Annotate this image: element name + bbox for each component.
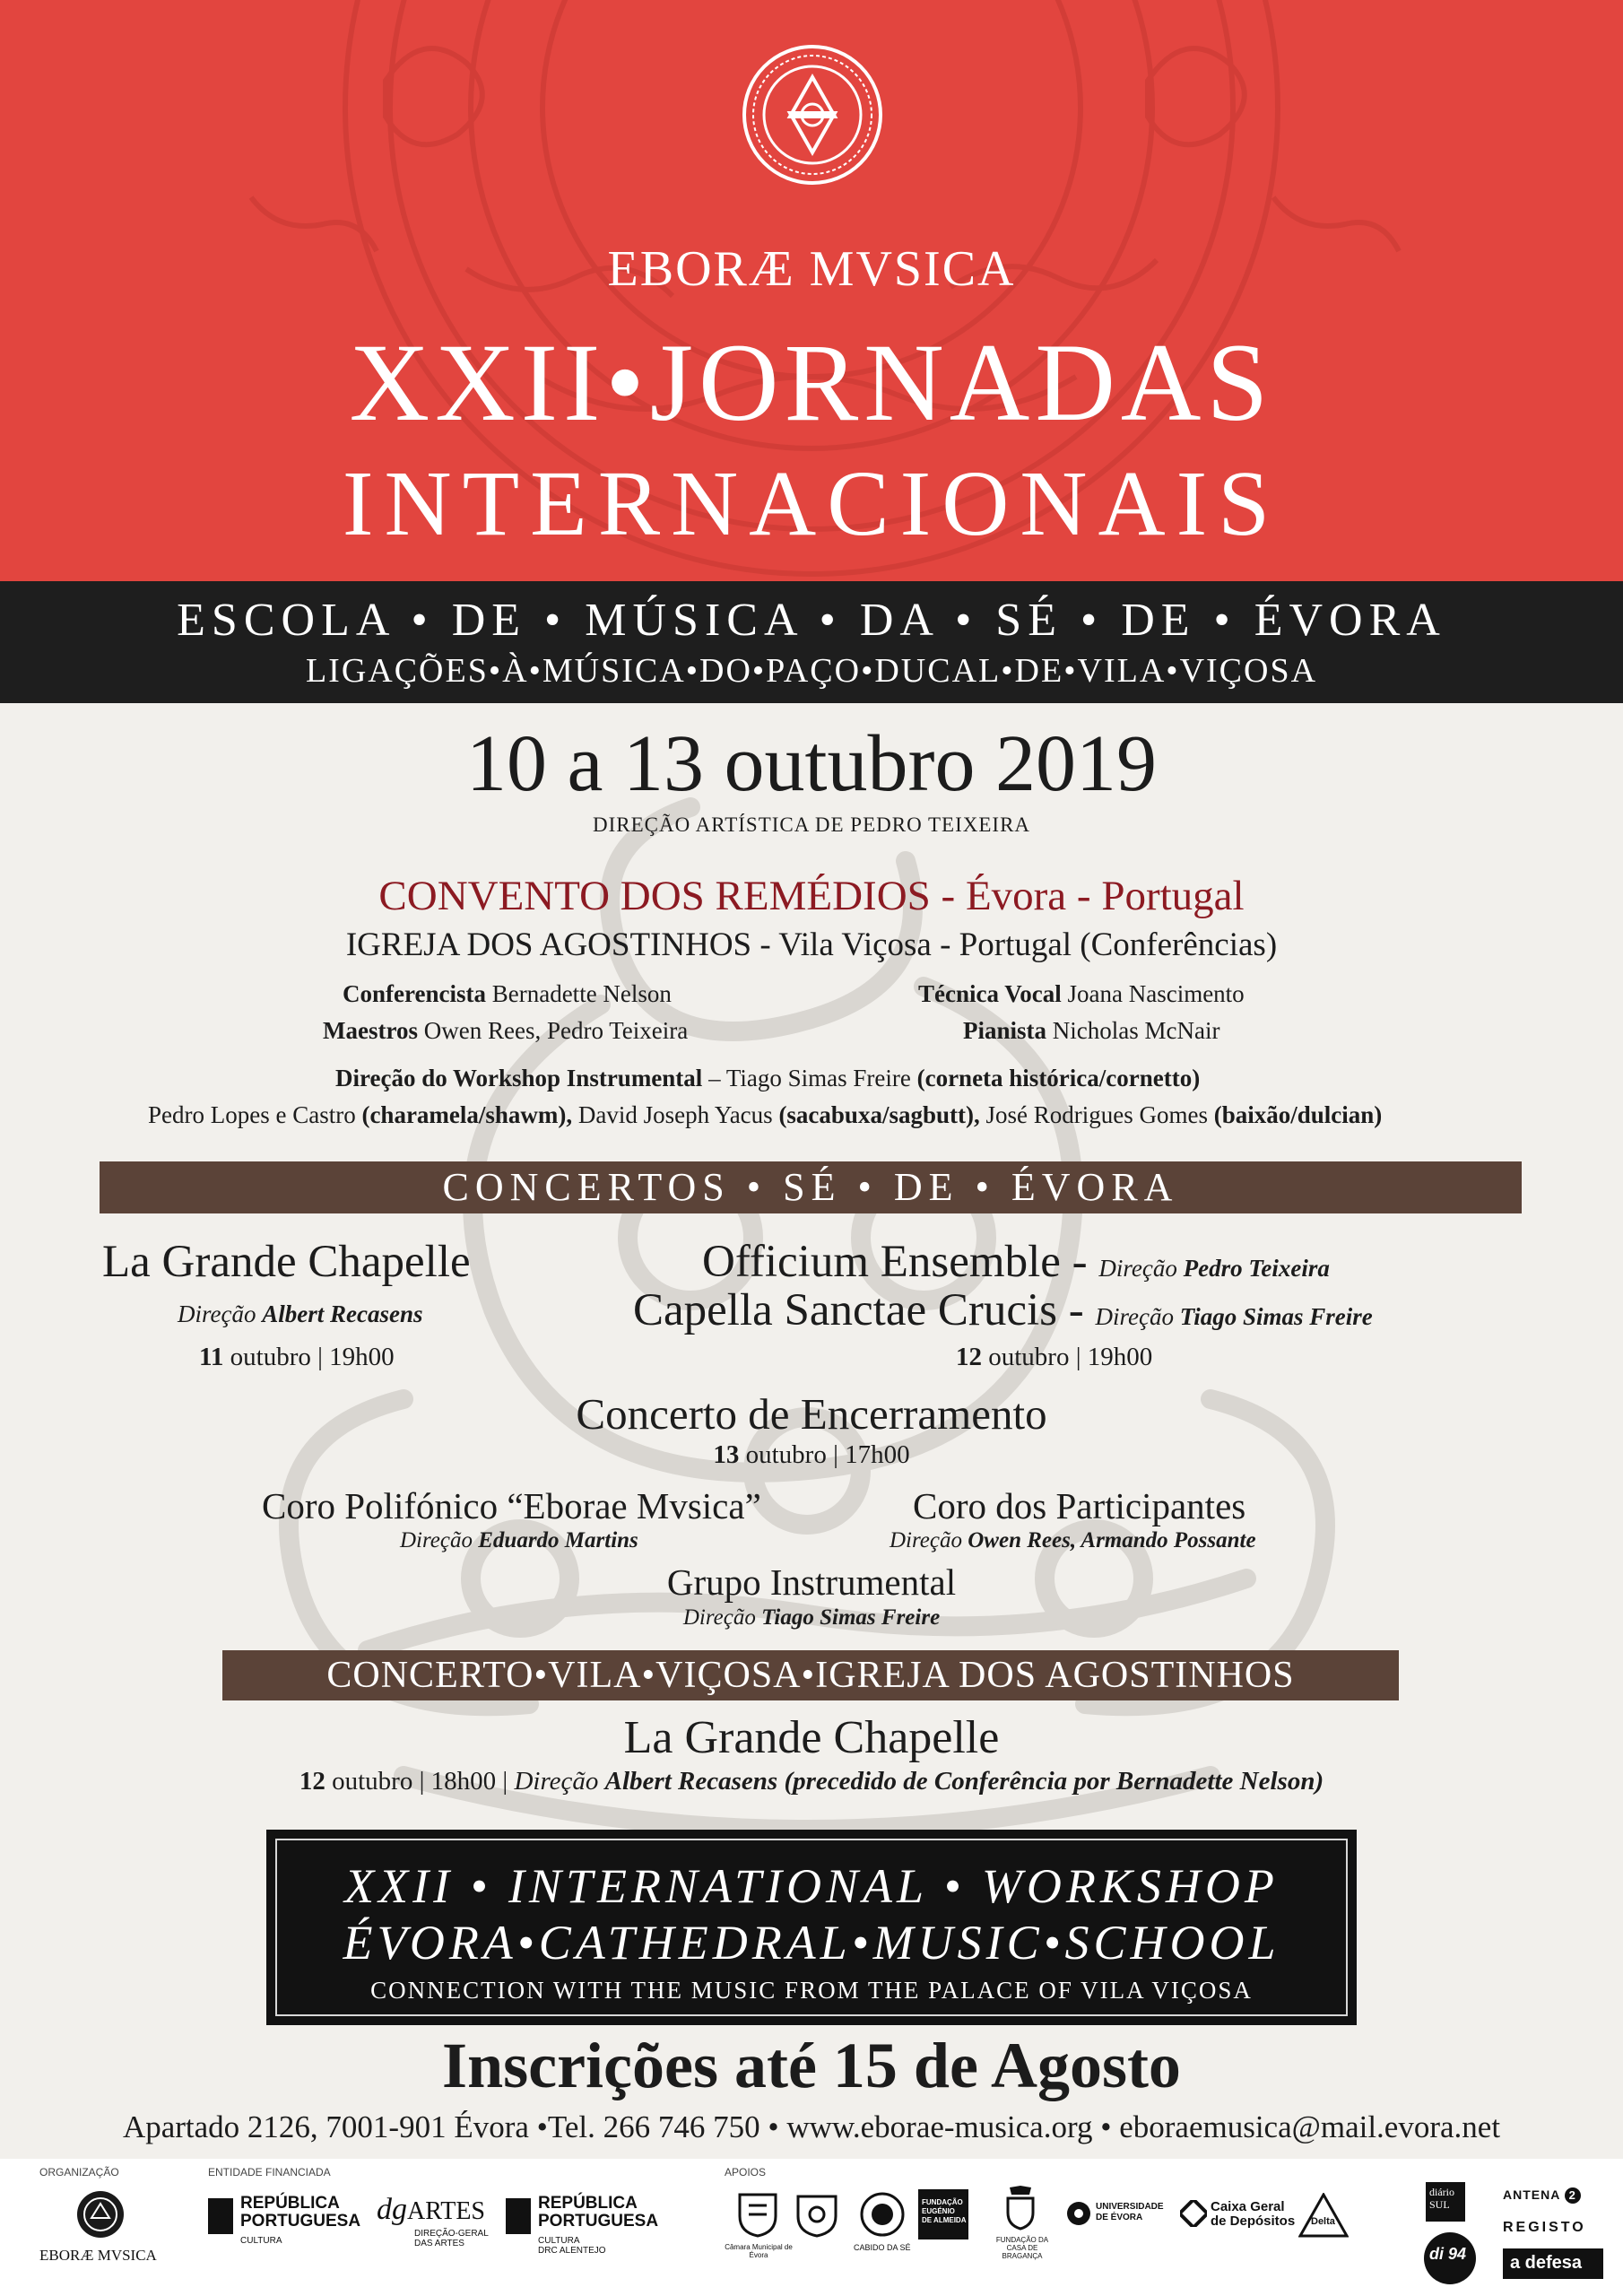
workshop-frame bbox=[275, 1839, 1348, 2016]
subtitle-line-2: LIGAÇÕES•À•MÚSICA•DO•PAÇO•DUCAL•DE•VILA•VIÇOSA bbox=[305, 652, 1318, 690]
schedule-time: outubro | 17h00 bbox=[739, 1440, 910, 1469]
delta-logo-text: Delta bbox=[1311, 2216, 1335, 2227]
brand-name: EBORÆ MVSICA bbox=[607, 241, 1016, 297]
direction-label: Direção bbox=[682, 1605, 762, 1630]
label-entidade-financiada: ENTIDADE FINANCIADA bbox=[208, 2166, 331, 2179]
direction-label: Direção bbox=[1098, 1255, 1184, 1282]
logo-line: DIREÇÃO-GERAL bbox=[414, 2229, 489, 2239]
credit-musicians bbox=[148, 1101, 1382, 1129]
diario-sul-text bbox=[1429, 2186, 1454, 2211]
logo-main: ANTENA bbox=[1503, 2187, 1560, 2202]
republica-drc-sub bbox=[538, 2236, 606, 2256]
musician-instrument: (charamela/shawm), bbox=[361, 1101, 573, 1128]
logo-line: DE ÉVORA bbox=[1096, 2213, 1143, 2222]
vila-vicosa-concert-name: La Grande Chapelle bbox=[623, 1712, 1000, 1763]
venue-main: CONVENTO DOS REMÉDIOS - Évora - Portugal bbox=[378, 873, 1245, 919]
credit-pianista bbox=[963, 1017, 1219, 1045]
venue-secondary: IGREJA DOS AGOSTINHOS - Vila Viçosa - Portugal (Conferências) bbox=[345, 926, 1278, 963]
credit-name: Joana Nascimento bbox=[1061, 980, 1245, 1007]
musician-instrument: (baixão/dulcian) bbox=[1213, 1101, 1383, 1128]
musician-instrument: (sacabuxa/sagbutt), bbox=[778, 1101, 980, 1128]
credit-maestros bbox=[323, 1017, 688, 1045]
workshop-line-3: CONNECTION WITH THE MUSIC FROM THE PALACE OF VILA VIÇOSA bbox=[370, 1977, 1253, 2004]
camara-evora-crest-icon bbox=[735, 2187, 780, 2238]
direction-label: Direção bbox=[1095, 1303, 1180, 1330]
ensemble-name: Capella Sanctae Crucis bbox=[633, 1285, 1057, 1335]
diario-sul-logo bbox=[1426, 2182, 1465, 2222]
logo-line: Caixa Geral bbox=[1211, 2199, 1285, 2214]
republica-flag-icon bbox=[506, 2198, 531, 2234]
credit-role: Conferencista bbox=[343, 980, 486, 1007]
credit-role: Técnica Vocal bbox=[918, 980, 1062, 1007]
musician-name: Pedro Lopes e Castro bbox=[148, 1101, 362, 1128]
dash: - bbox=[1060, 1237, 1099, 1287]
a-defesa-text: a defesa bbox=[1510, 2253, 1583, 2273]
subtitle-band bbox=[0, 581, 1623, 703]
concert-capella-sanctae-crucis bbox=[633, 1284, 1373, 1336]
republica-portuguesa-logo bbox=[240, 2195, 360, 2231]
fundacao-casa-braganca-crest-icon bbox=[1002, 2184, 1038, 2232]
republica-flag-icon bbox=[208, 2198, 233, 2234]
artistic-direction: DIREÇÃO ARTÍSTICA DE PEDRO TEIXEIRA bbox=[592, 813, 1031, 836]
delta-triangle-icon bbox=[1298, 2193, 1349, 2238]
concert-schedule bbox=[956, 1343, 1152, 1372]
direction-label: Direção bbox=[514, 1767, 605, 1796]
director-name: Tiago Simas Freire bbox=[1179, 1303, 1373, 1330]
dash: - bbox=[1057, 1285, 1096, 1335]
director-name: Pedro Teixeira bbox=[1183, 1255, 1330, 1282]
eborae-seal-icon bbox=[75, 2189, 126, 2239]
director-name: Albert Recasens bbox=[604, 1767, 778, 1796]
fea-text bbox=[922, 2198, 966, 2225]
coro-polifonico-direction bbox=[400, 1528, 638, 1553]
contact-line: Apartado 2126, 7001-901 Évora •Tel. 266 746 750 • www.eborae-musica.org • eboraemusica@mail.evora.net bbox=[122, 2109, 1501, 2144]
direction-label: Direção bbox=[890, 1528, 968, 1552]
schedule-day: 11 bbox=[199, 1343, 224, 1371]
logo-line: CASA DE BRAGANÇA bbox=[1002, 2244, 1043, 2260]
event-dates: 10 a 13 outubro 2019 bbox=[466, 719, 1157, 808]
subtitle-line-1: ESCOLA • DE • MÚSICA • DA • SÉ • DE • ÉVORA bbox=[177, 595, 1446, 646]
grupo-instrumental-direction bbox=[0, 1605, 1623, 1631]
republica-cultura-sub: CULTURA bbox=[240, 2236, 282, 2246]
republica-portuguesa-drc-logo bbox=[538, 2195, 658, 2231]
a-defesa-logo bbox=[1503, 2248, 1603, 2279]
concerto-vila-vicosa-band: CONCERTO•VILA•VIÇOSA•IGREJA DOS AGOSTINHOS bbox=[222, 1650, 1399, 1700]
schedule-day: 12 bbox=[299, 1767, 325, 1796]
universidade-evora-logo bbox=[1096, 2202, 1164, 2223]
logo-line: FUNDAÇÃO bbox=[922, 2198, 963, 2206]
logo-line: DAS ARTES bbox=[414, 2239, 464, 2248]
logo-line: diário bbox=[1429, 2186, 1454, 2198]
credit-role: Pianista bbox=[963, 1017, 1047, 1044]
credit-name: Bernadette Nelson bbox=[485, 980, 672, 1007]
title-line-2: INTERNACIONAIS bbox=[342, 452, 1281, 555]
musician-name: José Rodrigues Gomes bbox=[979, 1101, 1214, 1128]
dgartes-logo bbox=[377, 2193, 485, 2227]
dgartes-sub bbox=[414, 2229, 489, 2248]
concertos-se-band: CONCERTOS • SÉ • DE • ÉVORA bbox=[100, 1161, 1522, 1213]
caixa-geral-logo bbox=[1211, 2200, 1295, 2229]
logo-line: EUGÉNIO bbox=[922, 2207, 955, 2215]
cabido-se-seal-icon bbox=[859, 2191, 906, 2238]
header-banner bbox=[0, 0, 1623, 581]
caixa-geral-icon bbox=[1180, 2200, 1207, 2227]
coro-polifonico: Coro Polifónico “Eborae Mvsica” bbox=[262, 1485, 761, 1526]
international-workshop-box bbox=[266, 1830, 1357, 2025]
schedule-time: outubro | 19h00 bbox=[223, 1343, 395, 1371]
workshop-line-2: ÉVORA•CATHEDRAL•MUSIC•SCHOOL bbox=[343, 1916, 1280, 1970]
logo-line: PORTUGUESA bbox=[538, 2212, 659, 2231]
credit-role: Maestros bbox=[323, 1017, 418, 1044]
logo-line: DE ALMEIDA bbox=[922, 2216, 967, 2224]
label-apoios: APOIOS bbox=[725, 2166, 767, 2179]
antena-2-logo bbox=[1503, 2187, 1581, 2204]
concert-officium-ensemble bbox=[702, 1236, 1330, 1288]
logo-main: ARTES bbox=[407, 2197, 485, 2225]
fundacao-eugenio-almeida-logo bbox=[918, 2189, 968, 2239]
logo-line: PORTUGUESA bbox=[240, 2212, 361, 2231]
credit-name: – Tiago Simas Freire bbox=[702, 1065, 917, 1091]
director-name: Tiago Simas Freire bbox=[761, 1605, 941, 1630]
ensemble-name: Officium Ensemble bbox=[702, 1237, 1061, 1287]
org-logo-text: EBORÆ MVSICA bbox=[39, 2247, 157, 2264]
schedule-time: outubro | 19h00 bbox=[982, 1343, 1153, 1371]
concerto-encerramento-title: Concerto de Encerramento bbox=[576, 1389, 1047, 1439]
director-name: Eduardo Martins bbox=[478, 1528, 638, 1552]
logo-line: CULTURA bbox=[538, 2236, 580, 2246]
logo-line: FUNDAÇÃO DA bbox=[995, 2236, 1049, 2244]
encerramento-schedule bbox=[0, 1440, 1623, 1470]
logo-line: REPÚBLICA bbox=[240, 2194, 340, 2213]
credit-name: Nicholas McNair bbox=[1046, 1017, 1220, 1044]
eborae-seal-logo bbox=[741, 43, 884, 187]
schedule-time: outubro | 18h00 | bbox=[325, 1767, 515, 1796]
credit-tecnica-vocal bbox=[918, 980, 1245, 1008]
logo-line: UNIVERSIDADE bbox=[1096, 2202, 1164, 2212]
cabido-se-label: CABIDO DA SÉ bbox=[854, 2243, 911, 2252]
workshop-line-1: XXII • INTERNATIONAL • WORKSHOP bbox=[344, 1859, 1279, 1913]
musician-name: David Joseph Yacus bbox=[572, 1101, 779, 1128]
antena-number: 2 bbox=[1565, 2187, 1581, 2204]
credit-workshop bbox=[335, 1065, 1200, 1092]
fcb-label bbox=[986, 2236, 1058, 2260]
credit-name: Owen Rees, Pedro Teixeira bbox=[417, 1017, 689, 1044]
schedule-day: 13 bbox=[713, 1440, 740, 1469]
credit-instrument: (corneta histórica/cornetto) bbox=[916, 1065, 1201, 1091]
logo-line: REPÚBLICA bbox=[538, 2194, 638, 2213]
concert-direction bbox=[178, 1300, 422, 1328]
logo-line: de Depósitos bbox=[1211, 2213, 1296, 2229]
director-name: Albert Recasens bbox=[262, 1300, 423, 1327]
diana-fm-text: di 94 bbox=[1429, 2245, 1467, 2263]
title-line-1: XXII•JORNADAS bbox=[349, 321, 1274, 444]
sponsors-footer bbox=[0, 2159, 1623, 2296]
grupo-instrumental: Grupo Instrumental bbox=[666, 1561, 957, 1603]
registration-deadline: Inscrições até 15 de Agosto bbox=[442, 2030, 1181, 2101]
logo-line: SUL bbox=[1429, 2198, 1450, 2211]
direction-label: Direção bbox=[178, 1300, 263, 1327]
vila-vicosa-schedule bbox=[0, 1767, 1623, 1796]
crest-icon bbox=[793, 2191, 841, 2239]
schedule-day: 12 bbox=[956, 1343, 982, 1371]
direction-label: Direção bbox=[400, 1528, 479, 1552]
coro-participantes: Coro dos Participantes bbox=[913, 1485, 1246, 1526]
director-name: Owen Rees, Armando Possante bbox=[968, 1528, 1256, 1552]
universidade-evora-icon bbox=[1065, 2200, 1092, 2227]
logo-prefix: dg bbox=[377, 2193, 407, 2226]
diana-fm-logo bbox=[1424, 2232, 1476, 2284]
coro-participantes-direction bbox=[890, 1528, 1256, 1553]
concert-schedule bbox=[199, 1343, 395, 1372]
concert-la-grande-chapelle: La Grande Chapelle bbox=[102, 1237, 471, 1287]
registo-logo: REGISTO bbox=[1503, 2220, 1586, 2235]
credit-conferencista bbox=[343, 980, 672, 1008]
credit-role: Direção do Workshop Instrumental bbox=[335, 1065, 703, 1091]
vila-vicosa-note: (precedido de Conferência por Bernadette Nelson) bbox=[777, 1767, 1324, 1796]
label-organizacao: ORGANIZAÇÃO bbox=[39, 2166, 119, 2179]
camara-evora-label: Câmara Municipal de Évora bbox=[725, 2243, 793, 2259]
logo-line: DRC ALENTEJO bbox=[538, 2246, 606, 2256]
